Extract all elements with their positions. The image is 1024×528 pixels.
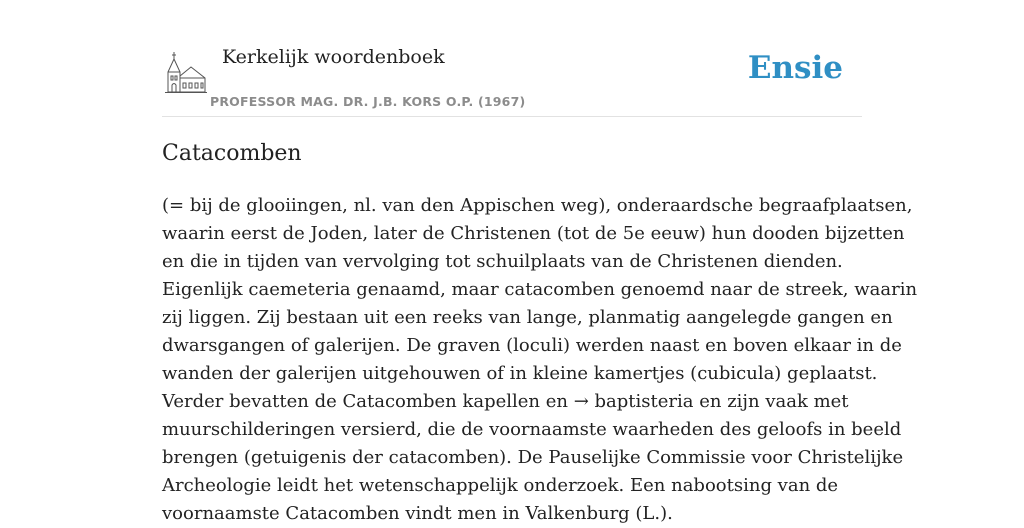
church-icon xyxy=(165,50,207,94)
entry-title: Catacomben xyxy=(162,141,302,166)
book-author: PROFESSOR MAG. DR. J.B. KORS O.P. (1967) xyxy=(210,94,526,109)
entry-line: zij liggen. Zij bestaan uit een reeks van lange, planmatig aangelegde gangen en xyxy=(162,307,893,328)
entry-line: Eigenlijk caemeteria genaamd, maar catacomben genoemd naar de streek, waarin xyxy=(162,279,918,300)
entry-line: en die in tijden van vervolging tot schuilplaats van de Christenen dienden. xyxy=(162,251,843,272)
entry-line: (= bij de glooiingen, nl. van den Appischen weg), onderaardsche begraafplaatsen, xyxy=(162,195,913,216)
entry-line: voornaamste Catacomben vindt men in Valkenburg (L.). xyxy=(162,503,673,524)
entry-line: Archeologie leidt het wetenschappelijk onderzoek. Een nabootsing van de xyxy=(162,475,839,496)
ensie-logo[interactable]: Ensie xyxy=(747,50,843,86)
entry-line: brengen (getuigenis der catacomben). De Pauselijke Commissie voor Christelijke xyxy=(162,447,904,468)
book-title[interactable]: Kerkelijk woordenboek xyxy=(222,46,445,68)
entry-line: dwarsgangen of galerijen. De graven (loculi) werden naast en boven elkaar in de xyxy=(162,335,902,356)
entry-line: muurschilderingen versierd, die de voornaamste waarheden des geloofs in beeld xyxy=(162,419,902,440)
dictionary-header xyxy=(162,40,862,117)
entry-line[interactable]: Verder bevatten de Catacomben kapellen en → baptisteria en zijn vaak met xyxy=(162,391,849,412)
entry-body xyxy=(162,192,918,528)
entry-line: waarin eerst de Joden, later de Christenen (tot de 5e eeuw) hun dooden bijzetten xyxy=(162,223,905,244)
entry-line: wanden der galerijen uitgehouwen of in kleine kamertjes (cubicula) geplaatst. xyxy=(162,363,878,384)
